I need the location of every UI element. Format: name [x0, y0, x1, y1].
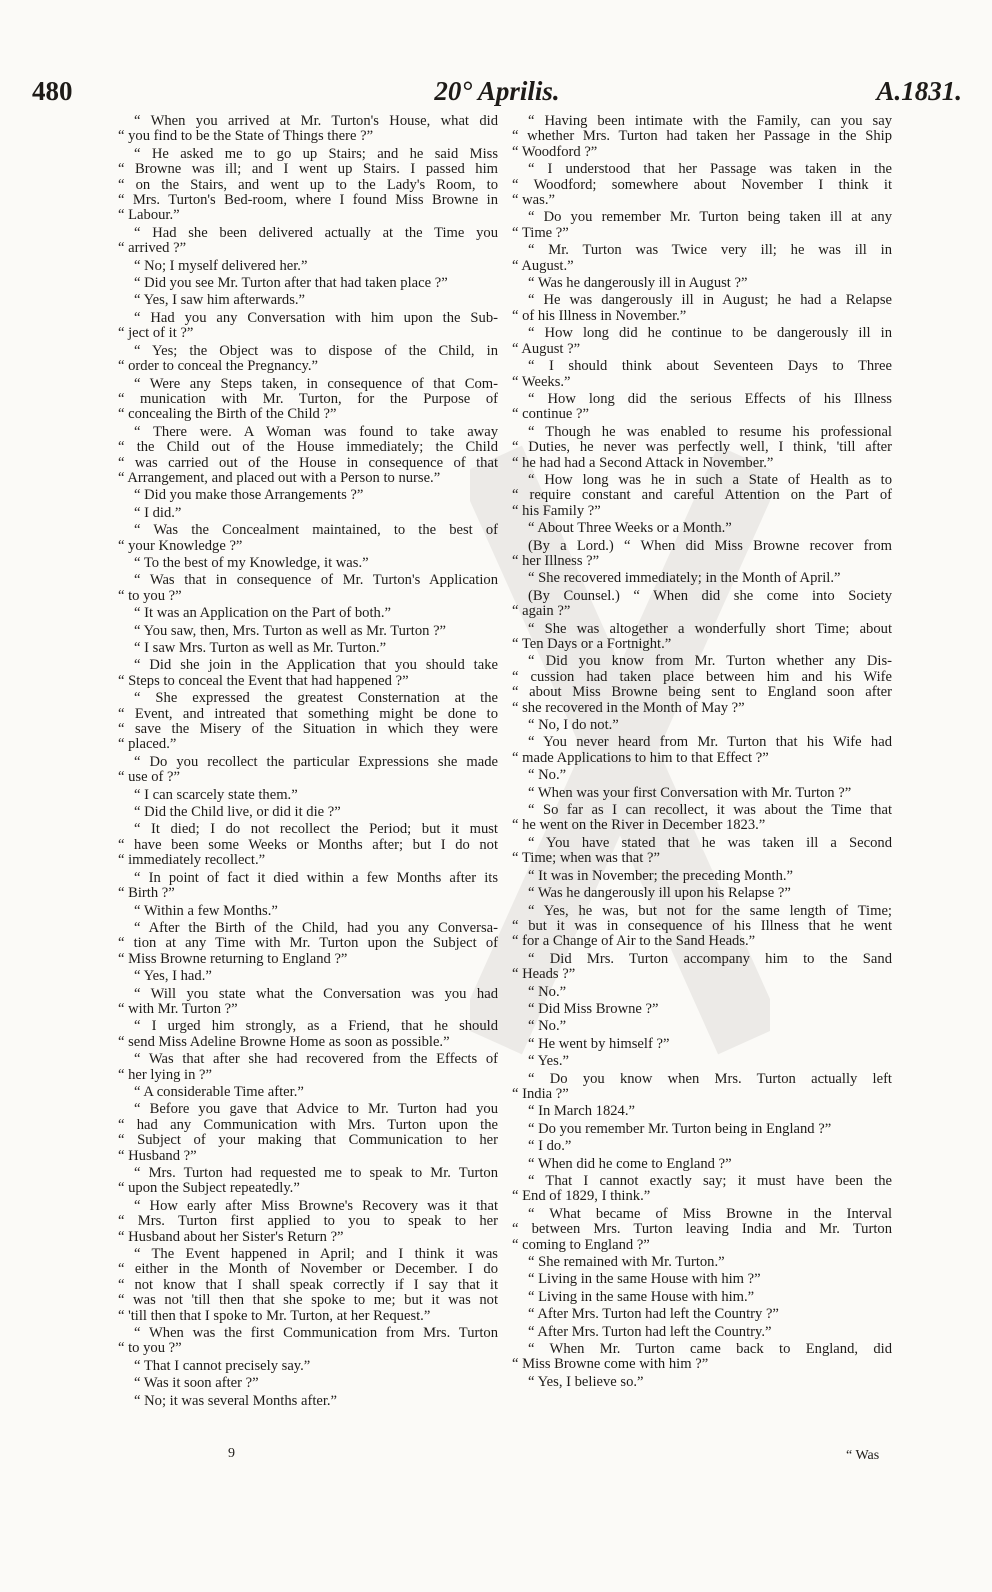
paragraph — [512, 1139, 892, 1154]
page-header — [32, 76, 962, 116]
text-line: “ She recovered immediately; in the Month of April.” — [528, 570, 841, 587]
text-line: “ munication with Mr. Turton, for the Purpose of — [118, 390, 498, 407]
text-line: “ was carried out of the House in consequence of that — [118, 454, 498, 471]
text-line: “ again ?” — [512, 603, 571, 620]
text-line: “ She expressed the greatest Consternation at the — [134, 690, 498, 707]
text-line: “ use of ?” — [118, 769, 180, 786]
text-line: “ was not 'till then that she spoke to me; but it was not — [118, 1292, 498, 1309]
paragraph — [118, 1359, 498, 1374]
paragraph — [512, 293, 892, 324]
text-line: “ No, I do not.” — [528, 717, 619, 734]
paragraph — [512, 1375, 892, 1390]
paragraph — [118, 1376, 498, 1391]
text-line: “ with Mr. Turton ?” — [118, 1000, 238, 1017]
paragraph — [512, 654, 892, 716]
text-line: “ you find to be the State of Things there ?” — [118, 128, 374, 145]
paragraph — [512, 869, 892, 884]
right-column — [512, 114, 892, 1392]
text-line: “ I saw Mrs. Turton as well as Mr. Turton.” — [134, 640, 387, 656]
text-line: “ Woodford ?” — [512, 143, 598, 160]
paragraph — [512, 622, 892, 653]
text-line: “ That I cannot precisely say.” — [134, 1357, 311, 1374]
text-line: “ immediately recollect.” — [118, 852, 266, 869]
text-line: “ placed.” — [118, 736, 177, 753]
text-line: “ Did Miss Browne ?” — [528, 1000, 659, 1017]
text-line: “ he had had a Second Attack in November.” — [512, 454, 774, 471]
paragraph — [118, 606, 498, 621]
paragraph — [512, 539, 892, 570]
paragraph — [118, 1199, 498, 1245]
text-line: (By Counsel.) “ When did she come into Society — [528, 587, 892, 604]
paragraph — [512, 359, 892, 390]
text-line: “ He asked me to go up Stairs; and he said Miss — [134, 145, 498, 162]
text-line: “ Miss Browne come with him ?” — [512, 1356, 709, 1373]
text-line: “ her lying in ?” — [118, 1066, 213, 1083]
paragraph — [118, 259, 498, 274]
text-line: “ When Mr. Turton came back to England, did — [528, 1341, 892, 1358]
paragraph — [512, 1157, 892, 1172]
text-line: “ He went by himself ?” — [528, 1035, 670, 1052]
paragraph — [512, 392, 892, 423]
paragraph — [118, 904, 498, 919]
text-line: “ 'till then that I spoke to Mr. Turton, at her Request.” — [118, 1307, 431, 1324]
text-line: “ whether Mrs. Turton had taken her Passage in the Ship — [512, 128, 892, 145]
text-line: “ He was dangerously ill in August; he had a Relapse — [528, 292, 892, 309]
text-line: “ Heads ?” — [512, 966, 576, 983]
paragraph — [512, 1104, 892, 1119]
text-line: “ Labour.” — [118, 207, 180, 224]
text-line: “ Did you know from Mr. Turton whether any Dis- — [528, 653, 892, 670]
paragraph — [118, 114, 498, 145]
text-line: “ Was the Concealment maintained, to the best of — [134, 522, 498, 539]
paragraph — [512, 1325, 892, 1340]
text-line: “ send Miss Adeline Browne Home as soon as possible.” — [118, 1033, 450, 1050]
text-line: “ Yes.” — [528, 1053, 569, 1070]
text-line: “ Was he dangerously ill upon his Relapse ?” — [528, 885, 791, 902]
paragraph — [118, 1052, 498, 1083]
paragraph — [118, 573, 498, 604]
text-line: “ Duties, he never was perfectly well, I think, 'till after — [512, 439, 892, 456]
paragraph — [118, 425, 498, 487]
paragraph — [118, 755, 498, 786]
paragraph — [512, 735, 892, 766]
text-line: “ have been some Weeks or Months after; but I do not — [118, 836, 498, 853]
paragraph — [118, 311, 498, 342]
text-line: “ How long did he continue to be dangerously ill in — [528, 325, 892, 342]
text-line: “ Having been intimate with the Family, can you say — [528, 113, 892, 129]
paragraph — [512, 718, 892, 733]
text-line: “ When did he come to England ?” — [528, 1155, 732, 1172]
paragraph — [118, 1394, 498, 1409]
text-line: “ save the Misery of the Situation in which they were — [118, 721, 498, 738]
text-line: “ arrived ?” — [118, 240, 187, 257]
text-line: “ Were any Steps taken, in consequence of that Com- — [134, 375, 498, 392]
text-line: “ Will you state what the Conversation was you had — [134, 985, 498, 1002]
catchword: “ Was — [846, 1448, 880, 1463]
text-line: “ Did Mrs. Turton accompany him to the Sand — [528, 950, 892, 967]
paragraph — [118, 658, 498, 689]
text-line: “ was.” — [512, 192, 555, 209]
paragraph — [118, 1166, 498, 1197]
paragraph — [512, 326, 892, 357]
signature-mark: 9 — [228, 1446, 235, 1461]
paragraph — [512, 210, 892, 241]
text-line: “ After the Birth of the Child, had you any Conversa- — [134, 919, 498, 936]
text-line: “ Do you remember Mr. Turton being in England ?” — [528, 1120, 832, 1137]
text-line: “ Mrs. Turton's Bed-room, where I found Miss Browne in — [118, 192, 498, 209]
text-line: “ You never heard from Mr. Turton that his Wife had — [528, 734, 892, 751]
text-line: “ continue ?” — [512, 406, 589, 423]
text-line: “ August ?” — [512, 340, 581, 357]
text-line: “ Do you recollect the particular Expressions she made — [134, 753, 498, 770]
text-line: “ How early after Miss Browne's Recovery was it that — [134, 1197, 498, 1214]
text-line: “ she recovered in the Month of May ?” — [512, 699, 745, 716]
paragraph — [512, 1290, 892, 1305]
text-line: “ your Knowledge ?” — [118, 537, 243, 554]
paragraph — [512, 1207, 892, 1253]
text-line: “ Weeks.” — [512, 373, 571, 390]
text-line: “ No.” — [528, 767, 567, 784]
paragraph — [118, 624, 498, 639]
text-line: “ her Illness ?” — [512, 552, 600, 569]
text-line: “ the Child out of the House immediately; the Child — [118, 439, 498, 456]
text-line: “ concealing the Birth of the Child ?” — [118, 406, 337, 423]
text-line: “ Though he was enabled to resume his professional — [528, 423, 892, 440]
text-line: “ Did you see Mr. Turton after that had taken place ?” — [134, 275, 448, 292]
text-line: “ Husband about her Sister's Return ?” — [118, 1228, 344, 1245]
paragraph — [118, 147, 498, 224]
text-line: “ That I cannot exactly say; it must have been the — [528, 1173, 892, 1189]
paragraph — [118, 523, 498, 554]
text-line: “ made Applications to him to that Effect ?” — [512, 749, 769, 766]
paragraph — [512, 768, 892, 783]
text-line: “ It died; I do not recollect the Period; but it must — [134, 821, 498, 838]
paragraph — [118, 506, 498, 521]
text-line: “ his Family ?” — [512, 502, 601, 519]
page-title: 20° Aprilis. — [434, 76, 560, 106]
text-line: “ Yes; the Object was to dispose of the Child, in — [134, 342, 498, 359]
text-line: “ Mrs. Turton first applied to you to speak to her — [118, 1213, 498, 1230]
paragraph — [118, 921, 498, 967]
text-line: “ Steps to conceal the Event that had happened ?” — [118, 672, 409, 689]
text-line: “ I understood that her Passage was taken in the — [528, 161, 892, 178]
text-line: “ but it was in consequence of his Illness that he went — [512, 917, 892, 934]
text-line: “ I do.” — [528, 1138, 572, 1155]
paragraph — [118, 969, 498, 984]
paragraph — [118, 226, 498, 257]
paragraph — [512, 803, 892, 834]
text-line: “ India ?” — [512, 1085, 569, 1102]
text-line: “ he went on the River in December 1823.” — [512, 817, 766, 834]
paragraph — [512, 1122, 892, 1137]
text-line: “ You have stated that he was taken ill a Second — [528, 834, 892, 851]
text-line: “ After Mrs. Turton had left the Country.” — [528, 1323, 772, 1340]
paragraph — [512, 952, 892, 983]
text-line: “ She was altogether a wonderfully short Time; about — [528, 620, 892, 637]
paragraph — [118, 556, 498, 571]
text-line: “ When was the first Communication from Mrs. Turton — [134, 1325, 498, 1342]
text-line: “ had any Communication with Mrs. Turton upon the — [118, 1116, 498, 1133]
paragraph — [512, 886, 892, 901]
paragraph — [512, 904, 892, 950]
text-line: “ When you arrived at Mr. Turton's House, what did — [134, 113, 498, 129]
text-line: “ order to conceal the Pregnancy.” — [118, 358, 319, 375]
text-line: “ require constant and careful Attention on the Part of — [512, 487, 892, 504]
paragraph — [118, 1102, 498, 1164]
text-line: “ Did she join in the Application that you should take — [134, 657, 498, 674]
text-line: (By a Lord.) “ When did Miss Browne recover from — [528, 537, 892, 554]
paragraph — [118, 822, 498, 868]
text-line: “ Yes, I believe so.” — [528, 1373, 644, 1390]
text-line: “ No.” — [528, 983, 567, 1000]
paragraph — [118, 691, 498, 753]
paragraph — [118, 293, 498, 308]
text-line: “ To the best of my Knowledge, it was.” — [134, 554, 369, 571]
paragraph — [118, 1085, 498, 1100]
text-line: “ Had you any Conversation with him upon the Sub- — [134, 309, 498, 326]
text-line: “ not know that I shall speak correctly if I say that it — [118, 1276, 498, 1293]
text-line: “ No; I myself delivered her.” — [134, 257, 308, 274]
paragraph — [512, 1307, 892, 1322]
text-line: “ After Mrs. Turton had left the Country ?” — [528, 1306, 779, 1323]
text-line: “ Yes, I saw him afterwards.” — [134, 292, 306, 309]
paragraph — [512, 1272, 892, 1287]
text-line: “ upon the Subject repeatedly.” — [118, 1180, 300, 1197]
text-line: “ to you ?” — [118, 1340, 182, 1357]
paragraph — [118, 1247, 498, 1324]
paragraph — [512, 571, 892, 586]
text-line: “ A considerable Time after.” — [134, 1083, 304, 1100]
text-line: “ Time; when was that ?” — [512, 850, 660, 867]
text-line: “ How long was he in such a State of Health as to — [528, 471, 892, 488]
text-line: “ cussion had taken place between him and his Wife — [512, 668, 892, 685]
text-line: “ Within a few Months.” — [134, 902, 278, 919]
text-line: “ No.” — [528, 1018, 567, 1035]
paragraph — [512, 1255, 892, 1270]
page-year: A.1831. — [876, 76, 962, 106]
text-line: “ Do you know when Mrs. Turton actually left — [528, 1070, 892, 1087]
paragraph — [512, 1174, 892, 1205]
text-line: “ Do you remember Mr. Turton being taken ill at any — [528, 209, 892, 226]
text-line: “ Did the Child live, or did it die ?” — [134, 804, 341, 821]
text-line: “ Mrs. Turton had requested me to speak to Mr. Turton — [134, 1165, 498, 1181]
text-line: “ Event, and intreated that something might be done to — [118, 705, 498, 722]
text-line: “ Mr. Turton was Twice very ill; he was ill in — [528, 242, 892, 259]
text-line: “ ject of it ?” — [118, 325, 194, 342]
text-line: “ No; it was several Months after.” — [134, 1392, 338, 1409]
text-line: “ It was in November; the preceding Month.” — [528, 867, 794, 884]
text-line: “ of his Illness in November.” — [512, 307, 687, 324]
text-line: “ Miss Browne returning to England ?” — [118, 950, 348, 967]
text-line: “ Had she been delivered actually at the Time you — [134, 224, 498, 241]
text-line: “ Ten Days or a Fortnight.” — [512, 636, 672, 652]
text-line: “ Living in the same House with him.” — [528, 1288, 755, 1305]
text-line: “ tion at any Time with Mr. Turton upon the Subject of — [118, 935, 498, 952]
paragraph — [118, 987, 498, 1018]
paragraph — [118, 788, 498, 803]
paragraph — [118, 871, 498, 902]
text-line: “ Was it soon after ?” — [134, 1375, 259, 1392]
text-line: “ When was your first Conversation with Mr. Turton ?” — [528, 784, 852, 801]
paragraph — [118, 344, 498, 375]
text-line: “ Woodford; somewhere about November I think it — [512, 176, 892, 193]
text-line: “ You saw, then, Mrs. Turton as well as Mr. Turton ?” — [134, 622, 447, 639]
text-line: “ between Mrs. Turton leaving India and Mr. Turton — [512, 1221, 892, 1238]
text-line: “ So far as I can recollect, it was about the Time that — [528, 802, 892, 819]
paragraph — [118, 1019, 498, 1050]
text-line: “ Was that in consequence of Mr. Turton's Application — [134, 572, 498, 589]
paragraph — [512, 425, 892, 471]
left-column — [118, 114, 498, 1411]
text-line: “ Was that after she had recovered from the Effects of — [134, 1051, 498, 1068]
text-line: “ Did you make those Arrangements ?” — [134, 487, 364, 504]
paragraph — [512, 1037, 892, 1052]
text-line: “ What became of Miss Browne in the Interval — [528, 1205, 892, 1222]
text-line: “ Time ?” — [512, 224, 569, 241]
paragraph — [512, 1002, 892, 1017]
paragraph — [512, 1072, 892, 1103]
text-line: “ In March 1824.” — [528, 1103, 635, 1120]
paragraph — [118, 805, 498, 820]
text-line: “ Yes, he was, but not for the same length of Time; — [528, 902, 892, 919]
paragraph — [512, 162, 892, 208]
text-line: “ Subject of your making that Communication to her — [118, 1132, 498, 1149]
text-line: “ either in the Month of November or December. I do — [118, 1261, 498, 1278]
text-line: “ August.” — [512, 257, 574, 274]
text-line: “ for a Change of Air to the Sand Heads.” — [512, 933, 756, 950]
paragraph — [118, 377, 498, 423]
paragraph — [118, 641, 498, 656]
text-line: “ Was he dangerously ill in August ?” — [528, 275, 748, 292]
text-line: “ about Miss Browne being sent to England soon after — [512, 684, 892, 701]
paragraph — [118, 488, 498, 503]
paragraph — [512, 1019, 892, 1034]
text-line: “ Yes, I had.” — [134, 968, 212, 985]
text-line: “ Before you gave that Advice to Mr. Turton had you — [134, 1101, 498, 1118]
paragraph — [512, 786, 892, 801]
text-line: “ Arrangement, and placed out with a Person to nurse.” — [118, 469, 441, 486]
paragraph — [118, 1326, 498, 1357]
paragraph — [512, 276, 892, 291]
text-line: “ I urged him strongly, as a Friend, that he should — [134, 1018, 498, 1035]
text-line: “ In point of fact it died within a few Months after its — [134, 869, 498, 886]
paragraph — [512, 473, 892, 519]
text-line: “ I did.” — [134, 504, 182, 521]
text-line: “ Birth ?” — [118, 885, 175, 902]
paragraph — [512, 521, 892, 536]
text-line: “ It was an Application on the Part of both.” — [134, 605, 391, 622]
text-line: “ I can scarcely state them.” — [134, 786, 298, 803]
paragraph — [118, 276, 498, 291]
text-line: “ She remained with Mr. Turton.” — [528, 1254, 725, 1271]
text-line: “ Husband ?” — [118, 1147, 197, 1164]
paragraph — [512, 1054, 892, 1069]
page-number: 480 — [32, 76, 73, 106]
text-line: “ Living in the same House with him ?” — [528, 1271, 761, 1288]
text-line: “ There were. A Woman was found to take away — [134, 423, 498, 440]
text-line: “ I should think about Seventeen Days to Three — [528, 358, 892, 375]
paragraph — [512, 836, 892, 867]
text-line: “ End of 1829, I think.” — [512, 1188, 651, 1205]
paragraph — [512, 114, 892, 160]
text-line: “ on the Stairs, and went up to the Lady's Room, to — [118, 176, 498, 193]
paragraph — [512, 1342, 892, 1373]
text-line: “ The Event happened in April; and I think it was — [134, 1246, 498, 1263]
paragraph — [512, 243, 892, 274]
text-line: “ coming to England ?” — [512, 1236, 650, 1253]
paragraph — [512, 985, 892, 1000]
text-line: “ How long did the serious Effects of his Illness — [528, 390, 892, 407]
text-line: “ Browne was ill; and I went up Stairs. I passed him — [118, 161, 498, 178]
text-line: “ About Three Weeks or a Month.” — [528, 520, 732, 537]
text-line: “ to you ?” — [118, 587, 182, 604]
paragraph — [512, 589, 892, 620]
